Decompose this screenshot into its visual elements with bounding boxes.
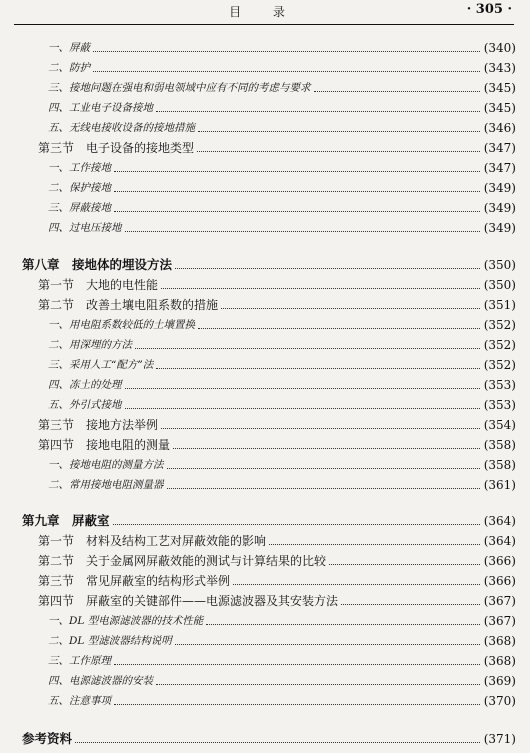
- entry-page-number: (367): [483, 614, 516, 628]
- subsection-entry: [0, 56, 530, 76]
- header-page-number: · 305 ·: [466, 2, 512, 17]
- entry-page-number: (353): [483, 378, 516, 392]
- section-entry: [0, 589, 530, 609]
- subsection-entry: [0, 156, 530, 176]
- subsection-entry: [0, 629, 530, 649]
- dot-leader: [156, 684, 480, 685]
- dot-leader: [167, 488, 480, 489]
- entry-page-number: (347): [483, 161, 516, 175]
- chapter-entry: [0, 727, 530, 747]
- section-entry: [0, 569, 530, 589]
- entry-title: 第三节 电子设备的接地类型: [38, 141, 195, 155]
- subsection-entry: [0, 393, 530, 413]
- entry-title: 一、接地电阻的测量方法: [48, 459, 164, 471]
- subsection-entry: [0, 36, 530, 56]
- dot-leader: [156, 111, 480, 112]
- entry-title: 第二节 关于金属网屏蔽效能的测试与计算结果的比较: [38, 554, 327, 568]
- entry-page-number: (369): [483, 674, 516, 688]
- dot-leader: [75, 742, 480, 743]
- dot-leader: [114, 664, 480, 665]
- dot-leader: [125, 408, 480, 409]
- entry-page-number: (361): [483, 478, 516, 492]
- entry-page-number: (351): [483, 298, 516, 312]
- entry-title: 第四节 接地电阻的测量: [38, 438, 171, 452]
- entry-title: 一、DL 型电源滤波器的技术性能: [48, 615, 204, 627]
- entry-page-number: (366): [483, 574, 516, 588]
- dot-leader: [198, 328, 480, 329]
- entry-title: 一、用电阻系数较低的土壤置换: [48, 319, 195, 331]
- dot-leader: [161, 288, 480, 289]
- dot-leader: [269, 544, 480, 545]
- entry-page-number: (345): [483, 101, 516, 115]
- dot-leader: [125, 231, 480, 232]
- entry-title: 第八章 接地体的埋设方法: [22, 257, 173, 272]
- entry-title: 第四节 屏蔽室的关键部件——电源滤波器及其安装方法: [38, 594, 339, 608]
- entry-page-number: (358): [483, 458, 516, 472]
- subsection-entry: [0, 373, 530, 393]
- dot-leader: [167, 468, 480, 469]
- entry-title: 一、屏蔽: [48, 42, 90, 54]
- dot-leader: [93, 71, 480, 72]
- entry-title: 四、过电压接地: [48, 222, 122, 234]
- entry-title: 五、注意事项: [48, 695, 111, 707]
- entry-title: 二、保护接地: [48, 182, 111, 194]
- entry-page-number: (352): [483, 338, 516, 352]
- entry-page-number: (350): [483, 258, 516, 272]
- entry-title: 二、常用接地电阻测量器: [48, 479, 164, 491]
- dot-leader: [233, 584, 480, 585]
- entry-title: 四、冻土的处理: [48, 379, 122, 391]
- dot-leader: [114, 211, 480, 212]
- dot-leader: [114, 191, 480, 192]
- entry-title: 二、用深埋的方法: [48, 339, 132, 351]
- subsection-entry: [0, 473, 530, 493]
- entry-title: 三、采用人工“配方”法: [48, 359, 154, 371]
- entry-page-number: (366): [483, 554, 516, 568]
- section-entry: [0, 549, 530, 569]
- entry-page-number: (368): [483, 654, 516, 668]
- dot-leader: [175, 644, 480, 645]
- entry-page-number: (371): [483, 732, 516, 746]
- entry-page-number: (349): [483, 201, 516, 215]
- entry-title: 第三节 常见屏蔽室的结构形式举例: [38, 574, 231, 588]
- subsection-entry: [0, 689, 530, 709]
- section-entry: [0, 136, 530, 156]
- section-entry: [0, 293, 530, 313]
- subsection-entry: [0, 96, 530, 116]
- entry-page-number: (368): [483, 634, 516, 648]
- entry-page-number: (367): [483, 594, 516, 608]
- entry-title: 第一节 材料及结构工艺对屏蔽效能的影响: [38, 534, 267, 548]
- entry-page-number: (345): [483, 81, 516, 95]
- entry-page-number: (364): [483, 514, 516, 528]
- entry-page-number: (340): [483, 41, 516, 55]
- entry-title: 第二节 改善土壤电阻系数的措施: [38, 298, 219, 312]
- subsection-entry: [0, 76, 530, 96]
- entry-title: 三、屏蔽接地: [48, 202, 111, 214]
- entry-title: 二、防护: [48, 62, 90, 74]
- entry-title: 五、无线电接收设备的接地措施: [48, 122, 195, 134]
- dot-leader: [93, 51, 480, 52]
- subsection-entry: [0, 116, 530, 136]
- entry-page-number: (353): [483, 398, 516, 412]
- chapter-entry: [0, 509, 530, 529]
- page-header: [14, 0, 514, 25]
- dot-leader: [175, 268, 480, 269]
- subsection-entry: [0, 669, 530, 689]
- section-entry: [0, 433, 530, 453]
- chapter-entry: [0, 253, 530, 273]
- dot-leader: [161, 428, 480, 429]
- entry-page-number: (364): [483, 534, 516, 548]
- entry-page-number: (352): [483, 358, 516, 372]
- entry-title: 第一节 大地的电性能: [38, 278, 159, 292]
- subsection-entry: [0, 333, 530, 353]
- header-title: 目 录: [229, 5, 299, 19]
- entry-title: 参考资料: [22, 731, 73, 746]
- entry-title: 四、电源滤波器的安装: [48, 675, 153, 687]
- entry-title: 一、工作接地: [48, 162, 111, 174]
- entry-page-number: (370): [483, 694, 516, 708]
- subsection-entry: [0, 313, 530, 333]
- subsection-entry: [0, 353, 530, 373]
- subsection-entry: [0, 609, 530, 629]
- subsection-entry: [0, 453, 530, 473]
- entry-page-number: (347): [483, 141, 516, 155]
- dot-leader: [156, 368, 479, 369]
- dot-leader: [198, 131, 480, 132]
- entry-title: 三、接地问题在强电和弱电领域中应有不同的考虑与要求: [48, 82, 311, 94]
- dot-leader: [173, 448, 480, 449]
- dot-leader: [221, 308, 480, 309]
- section-entry: [0, 529, 530, 549]
- section-entry: [0, 273, 530, 293]
- entry-title: 三、工作原理: [48, 655, 111, 667]
- subsection-entry: [0, 216, 530, 236]
- dot-leader: [113, 524, 480, 525]
- entry-page-number: (343): [483, 61, 516, 75]
- dot-leader: [314, 91, 480, 92]
- dot-leader: [206, 624, 479, 625]
- entry-page-number: (350): [483, 278, 516, 292]
- subsection-entry: [0, 196, 530, 216]
- subsection-entry: [0, 649, 530, 669]
- entry-page-number: (358): [483, 438, 516, 452]
- entry-title: 二、DL 型滤波器结构说明: [48, 635, 172, 647]
- entry-title: 五、外引式接地: [48, 399, 122, 411]
- entry-title: 第九章 屏蔽室: [22, 513, 110, 528]
- subsection-entry: [0, 176, 530, 196]
- dot-leader: [341, 604, 480, 605]
- entry-title: 四、工业电子设备接地: [48, 102, 153, 114]
- dot-leader: [114, 704, 480, 705]
- dot-leader: [135, 348, 480, 349]
- entry-page-number: (346): [483, 121, 516, 135]
- section-entry: [0, 413, 530, 433]
- entry-page-number: (352): [483, 318, 516, 332]
- entry-page-number: (354): [483, 418, 516, 432]
- dot-leader: [114, 171, 480, 172]
- dot-leader: [197, 151, 480, 152]
- dot-leader: [329, 564, 480, 565]
- entry-title: 第三节 接地方法举例: [38, 418, 159, 432]
- entry-page-number: (349): [483, 181, 516, 195]
- entry-page-number: (349): [483, 221, 516, 235]
- dot-leader: [125, 388, 480, 389]
